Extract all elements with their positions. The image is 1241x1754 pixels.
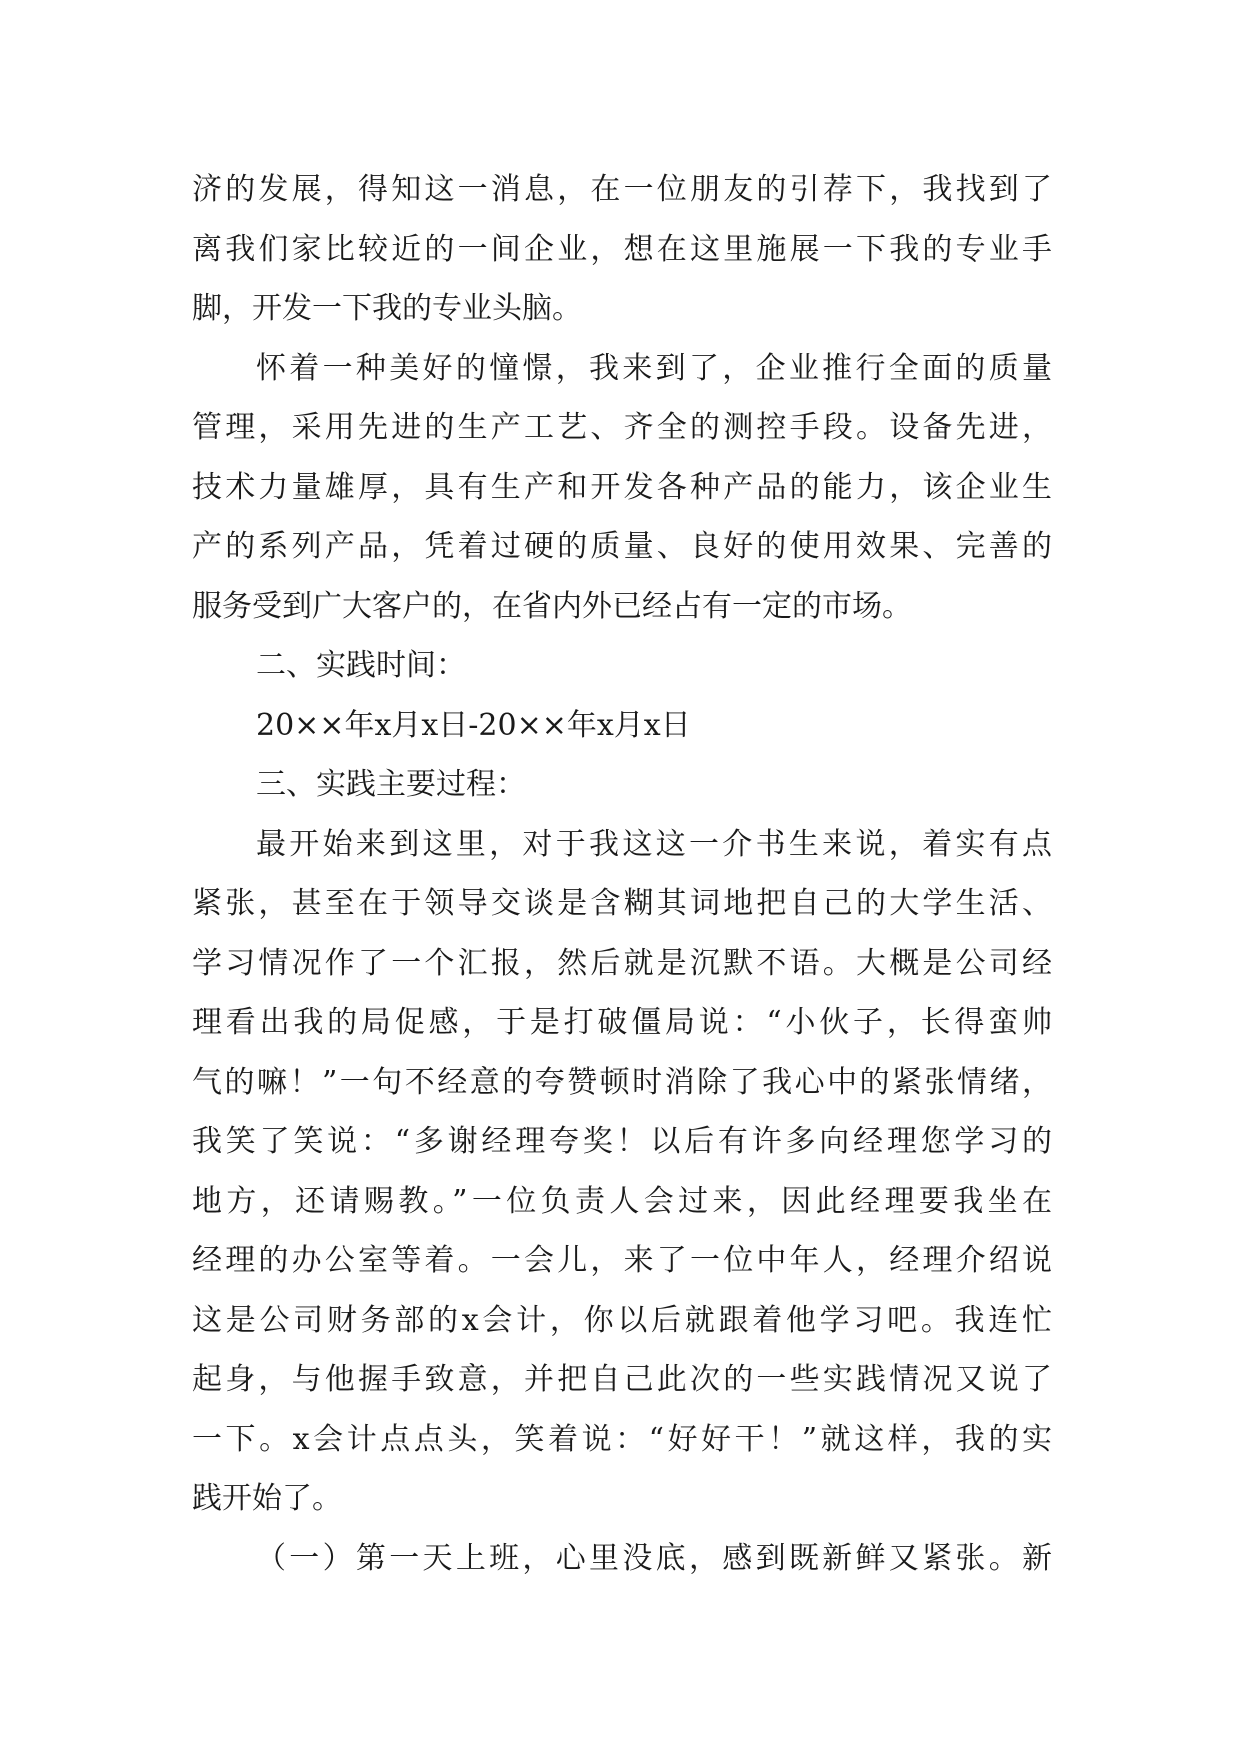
text-line: 我笑了笑说：“多谢经理夸奖！以后有许多向经理您学习的 [192,1124,1052,1159]
text-line: 这是公司财务部的x会计，你以后就跟着他学习吧。我连忙 [192,1302,1052,1338]
text-line: 紧张，甚至在于领导交谈是含糊其词地把自己的大学生活、 [192,886,1052,921]
text-line: 践开始了。 [192,1481,342,1516]
text-line: 产的系列产品，凭着过硬的质量、良好的使用效果、完善的 [192,529,1052,564]
body-text [192,160,1052,1588]
text-line: 离我们家比较近的一间企业，想在这里施展一下我的专业手 [192,231,1052,267]
text-line: 理看出我的局促感，于是打破僵局说：“小伙子，长得蛮帅 [192,1005,1052,1040]
text-line: 最开始来到这里，对于我这这一介书生来说，着实有点 [256,826,1052,862]
text-line: 起身，与他握手致意，并把自己此次的一些实践情况又说了 [192,1362,1052,1397]
text-line: 一下。x会计点点头，笑着说：“好好干！”就这样，我的实 [192,1421,1052,1457]
text-line: （一）第一天上班，心里没底，感到既新鲜又紧张。新 [256,1540,1052,1576]
text-line: 济的发展，得知这一消息，在一位朋友的引荐下，我找到了 [192,172,1052,207]
text-line: 气的嘛！”一句不经意的夸赞顿时消除了我心中的紧张情绪， [192,1064,1052,1100]
text-line: 经理的办公室等着。一会儿，来了一位中年人，经理介绍说 [192,1243,1052,1278]
text-line: 地方，还请赐教。”一位负责人会过来，因此经理要我坐在 [192,1183,1052,1219]
text-line: 服务受到广大客户的，在省内外已经占有一定的市场。 [192,588,912,624]
section-heading: 二、实践时间： [256,648,466,683]
text-line: 怀着一种美好的憧憬，我来到了，企业推行全面的质量 [256,350,1052,386]
date-range: 20××年x月x日-20××年x月x日 [256,707,691,743]
text-line: 管理，采用先进的生产工艺、齐全的测控手段。设备先进， [192,410,1052,445]
text-line: 技术力量雄厚，具有生产和开发各种产品的能力，该企业生 [192,469,1052,505]
text-line: 学习情况作了一个汇报，然后就是沉默不语。大概是公司经 [192,945,1052,981]
text-line: 脚，开发一下我的专业头脑。 [192,291,582,326]
section-heading: 三、实践主要过程： [256,767,526,802]
